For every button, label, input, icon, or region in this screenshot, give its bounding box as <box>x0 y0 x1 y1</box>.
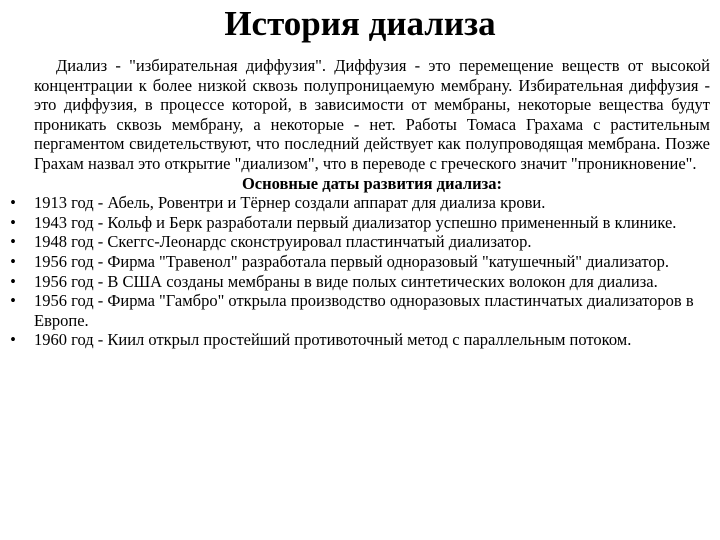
bullet-icon: • <box>10 330 16 350</box>
bullet-icon: • <box>10 291 16 311</box>
dates-list <box>10 193 710 350</box>
list-item <box>10 193 710 213</box>
bullet-icon: • <box>10 251 16 271</box>
bullet-icon: • <box>10 193 16 213</box>
date-text: 1956 год - В США созданы мембраны в виде полых синтетических волокон для диализа. <box>34 271 658 291</box>
bullet-icon: • <box>10 271 16 291</box>
list-item <box>10 251 710 272</box>
list-item <box>10 271 710 292</box>
intro-paragraph: Диализ - "избирательная диффузия". Диффузия - это перемещение веществ от высокой концентрации к более низкой сквозь полупроницаемую мембрану. Избирательная диффузия - это диффузия, в процессе которой, в зависимости от мембраны, некоторые вещества будут проникать сквозь мембрану, а некоторые - нет. Работы Томаса Грахама с растительным пергаментом свидетельствуют, что последний действует как полупроводящая мембрана. Позже Грахам назвал это открытие "диализом", что в переводе с греческого значит "проникновение". <box>34 56 710 173</box>
list-item <box>10 330 710 350</box>
date-text: 1956 год - Фирма "Гамбро" открыла производство одноразовых пластинчатых диализаторов в Европе. <box>34 291 694 330</box>
slide-title: История диализа <box>224 4 496 43</box>
list-item <box>10 232 710 252</box>
list-item <box>10 291 710 330</box>
date-text: 1956 год - Фирма "Травенол" разработала первый одноразовый "катушечный" диализатор. <box>34 251 669 271</box>
date-text: 1943 год - Кольф и Берк разработали первый диализатор успешно примененный в клинике. <box>34 212 677 232</box>
bullet-icon: • <box>10 212 16 232</box>
bullet-icon: • <box>10 232 16 252</box>
slide-content <box>10 56 710 350</box>
date-text: 1913 год - Абель, Ровентри и Тёрнер создали аппарат для диализа крови. <box>34 193 546 213</box>
list-item <box>10 212 710 233</box>
dates-subheading: Основные даты развития диализа: <box>241 173 503 193</box>
date-text: 1948 год - Скеггс-Леонардс сконструировал пластинчатый диализатор. <box>34 232 532 252</box>
date-text: 1960 год - Киил открыл простейший противоточный метод с параллельным потоком. <box>34 330 632 350</box>
